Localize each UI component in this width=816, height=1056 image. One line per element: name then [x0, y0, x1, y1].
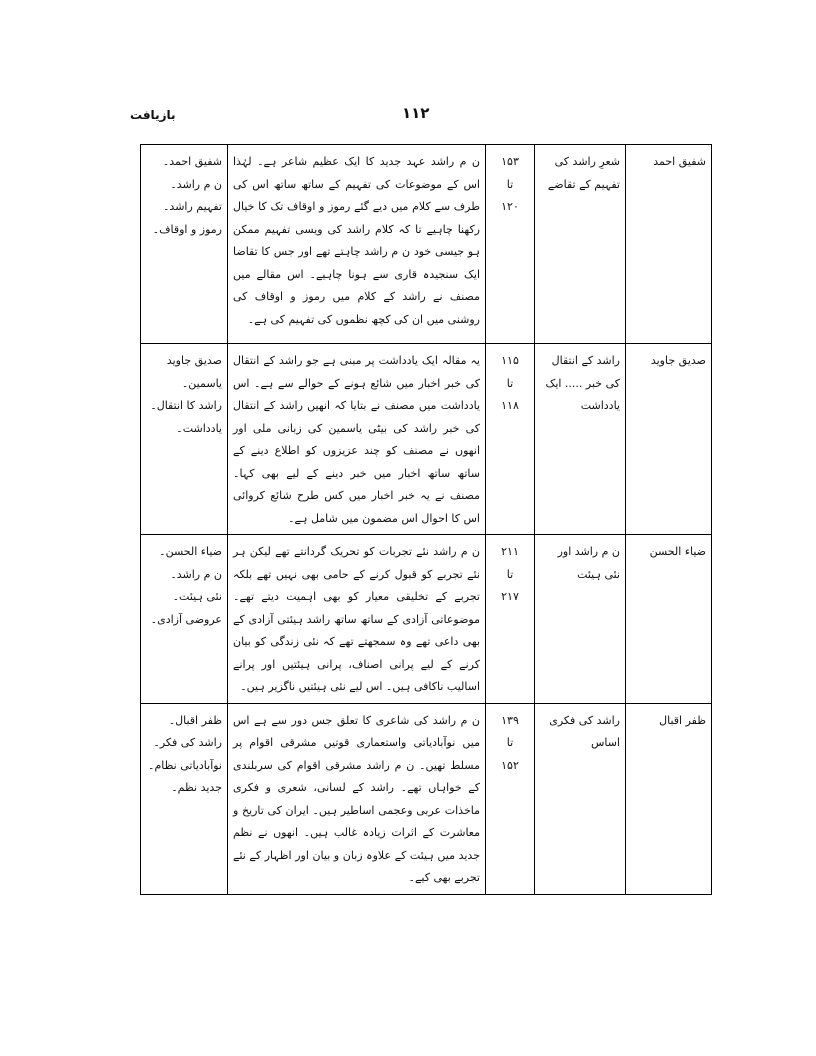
keywords-cell	[141, 344, 228, 535]
pages-cell	[486, 703, 535, 894]
keyword: نئی ہیئت۔	[172, 590, 222, 603]
keyword: ن م راشد۔	[170, 567, 222, 581]
author-cell: ضیاء الحسن	[626, 535, 712, 704]
pages-cell	[486, 535, 535, 704]
page-to: تا	[506, 567, 514, 581]
keyword: تفہیم راشد۔	[162, 200, 222, 213]
keyword: ظفر اقبال۔	[168, 713, 222, 727]
summary-text: ن م راشد نئے تجربات کو تحریک گردانتے تھے لیکن ہر نئے تجربے کو قبول کرنے کے حامی بھی نہیں تھے بلکہ تجربے کے تخلیقی معیار کو بھی اہمیت دیتے تھے۔ موضوعاتی آزادی کے ساتھ ساتھ راشد ہیئتی آزادی کے بھی داعی تھے وہ سمجھتے تھے کہ نئی زندگی کو بیان کرنے کے لیے پرانی اصناف، پرانی ہیئتیں اور پرانے اسالیب ناکافی ہیں۔ اس لیے نئی ہیئتیں ناگزیر ہیں۔	[233, 545, 480, 693]
page-start: ۱۳۹	[501, 713, 519, 727]
summary-cell	[228, 145, 486, 344]
keyword: نوآبادیاتی نظام۔	[148, 758, 222, 772]
page-end: ۱۵۲	[501, 758, 519, 772]
page-end: ۱۱۸	[501, 399, 519, 412]
keyword: شفیق احمد۔	[162, 155, 222, 168]
page-to: تا	[506, 376, 514, 390]
author-cell: صدیق جاوید	[626, 344, 712, 535]
keyword: ن م راشد۔	[170, 177, 222, 191]
keyword: یادداشت۔	[176, 421, 222, 435]
title-cell: راشد کے انتقال کی خبر ..... ایک یادداشت	[535, 344, 626, 535]
keywords-cell	[141, 145, 228, 344]
summary-cell	[228, 703, 486, 894]
page-start: ۱۵۳	[501, 155, 519, 168]
summary-cell	[228, 344, 486, 535]
title-cell: راشد کی فکری اساس	[535, 703, 626, 894]
keyword: جدید نظم۔	[171, 781, 222, 794]
keyword: ضیاء الحسن۔	[159, 545, 222, 558]
author-cell: ظفر اقبال	[626, 703, 712, 894]
table-row	[141, 535, 712, 704]
keyword: راشد کا انتقال۔	[150, 399, 222, 412]
page-start: ۲۱۱	[501, 545, 519, 558]
keywords-cell	[141, 703, 228, 894]
keyword: صدیق جاوید	[166, 354, 222, 367]
page-number: ۱۱۲	[402, 104, 430, 122]
keyword: راشد کی فکر۔	[153, 736, 222, 749]
table-row	[141, 145, 712, 344]
title-cell: ن م راشد اور نئی ہیئت	[535, 535, 626, 704]
keyword: رموز و اوقاف۔	[152, 222, 222, 236]
title-cell: شعرِ راشد کی تفہیم کے تقاضے	[535, 145, 626, 344]
table-row	[141, 703, 712, 894]
keyword: یاسمین۔	[181, 376, 222, 390]
summary-text: ن م راشد عہد جدید کا ایک عظیم شاعر ہے۔ لہٰذا اس کے موضوعات کی تفہیم کے ساتھ ساتھ اس کی طرف سے کلام میں دیے گئے رموز و اوقاف تک کا خیال رکھنا چاہیے تا کہ کلام راشد کی ویسی تفہیم ممکن ہو جیسی خود ن م راشد چاہتے تھے اور جس کا تقاضا ایک سنجیدہ قاری سے ہونا چاہیے۔ اس مقالے میں مصنف نے راشد کے کلام میں رموز و اوقاف کی روشنی میں ان کی کچھ نظموں کی تفہیم کی ہے۔	[233, 155, 480, 326]
author-cell: شفیق احمد	[626, 145, 712, 344]
keyword: عروضی آزادی۔	[150, 612, 222, 626]
page-to: تا	[506, 736, 514, 749]
pages-cell	[486, 344, 535, 535]
journal-name: بازیافت	[130, 108, 176, 122]
keywords-cell	[141, 535, 228, 704]
pages-cell	[486, 145, 535, 344]
summary-text: یہ مقالہ ایک یادداشت پر مبنی ہے جو راشد کے انتقال کی خبر اخبار میں شائع ہونے کے حوالے سے ہے۔ اس یادداشت میں مصنف نے بتایا کہ انھیں راشد کے انتقال کی خبر راشد کی بیٹی یاسمین کی زبانی ملی اور انھوں نے مصنف کو چند عزیزوں کو اطلاع دینے کے ساتھ ساتھ اخبار میں خبر دینے کے لیے بھی کہا۔ مصنف نے یہ خبر اخبار میں کس طرح شائع کروائی اس کا احوال اس مضمون میں شامل ہے۔	[233, 354, 480, 525]
article-index-table	[140, 144, 712, 895]
page-end: ۱۲۰	[501, 200, 519, 213]
table-row	[141, 344, 712, 535]
summary-cell	[228, 535, 486, 704]
page-end: ۲۱۷	[501, 590, 519, 603]
page-start: ۱۱۵	[501, 354, 519, 367]
summary-text: ن م راشد کی شاعری کا تعلق جس دور سے ہے اس میں نوآبادیاتی واستعماری قوتیں مشرقی اقوام پر مسلط تھیں۔ ن م راشد مشرقی اقوام کی سربلندی کے خواہاں تھے۔ راشد کے لسانی، شعری و فکری ماخذات عربی وعجمی اساطیر ہیں۔ ایران کی تاریخ و معاشرت کے اثرات زیادہ غالب ہیں۔ انھوں نے نظم جدید میں ہیئت کے علاوہ زبان و بیان اور اظہار کے نئے تجربے بھی کیے۔	[233, 713, 480, 884]
page-to: تا	[506, 177, 514, 191]
